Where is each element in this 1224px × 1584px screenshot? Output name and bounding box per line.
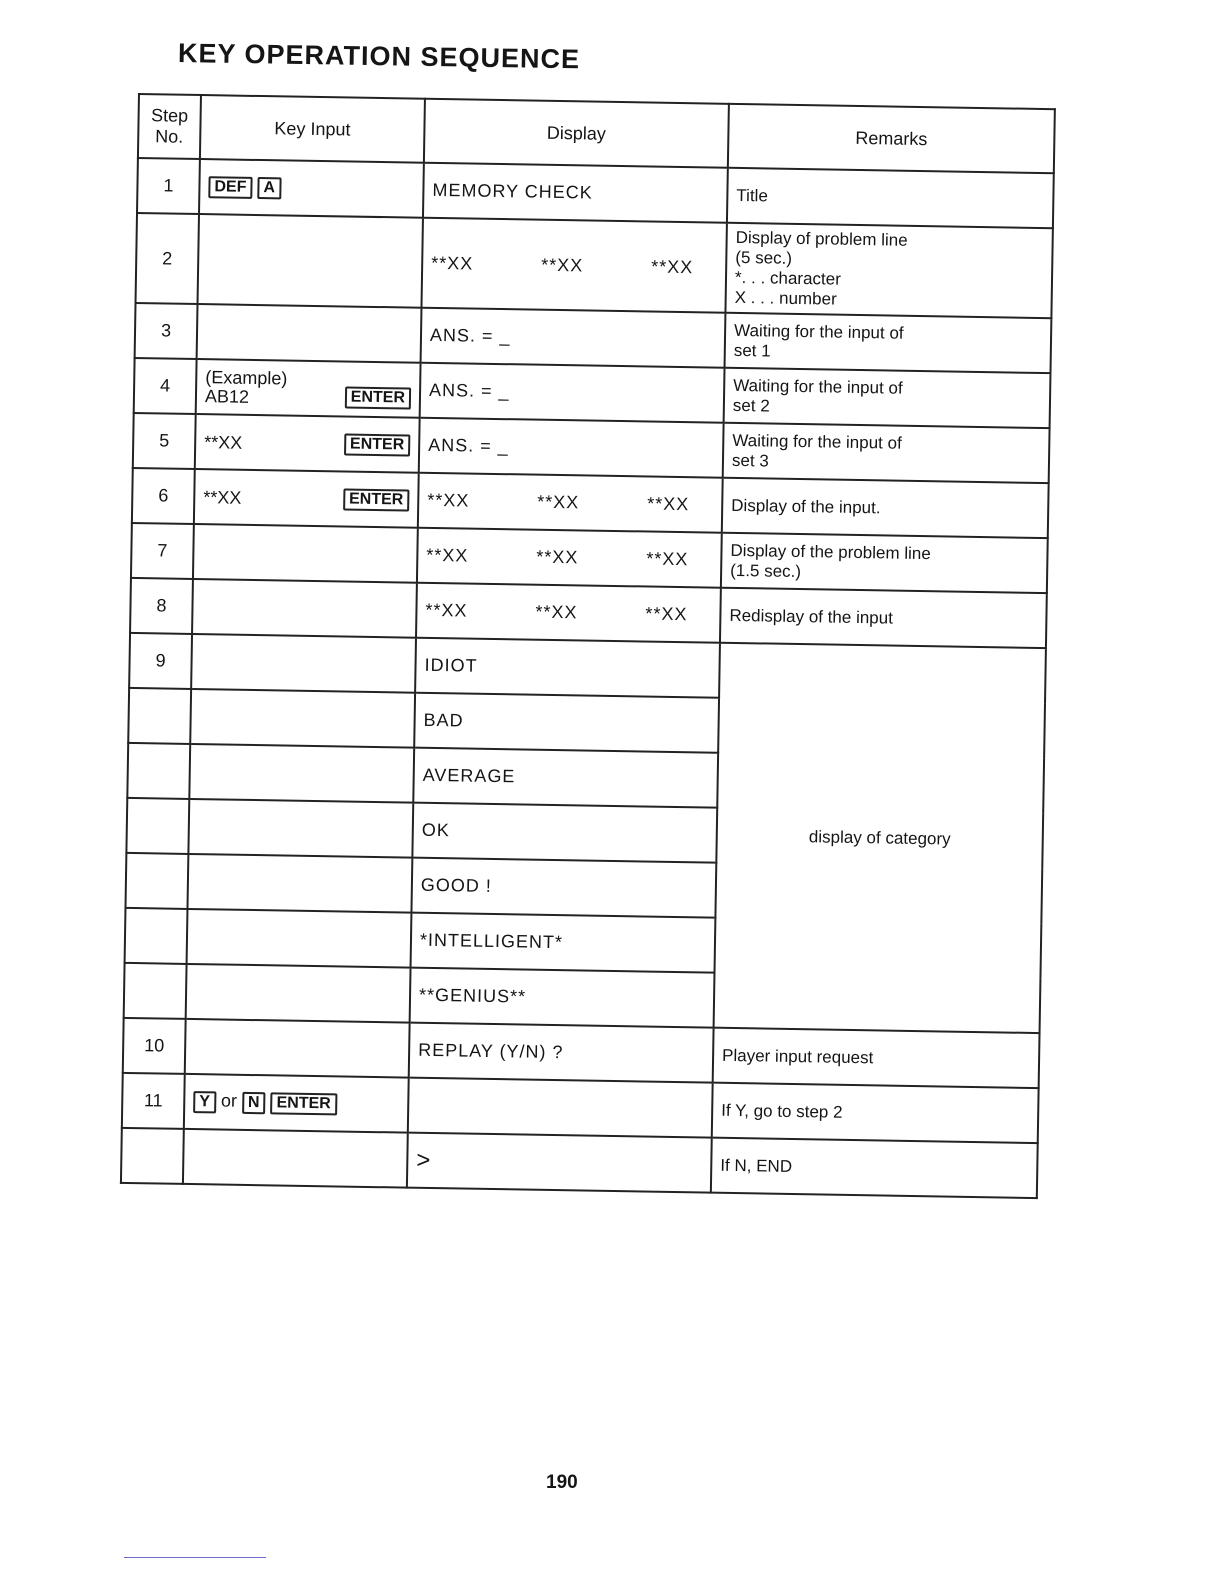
display-part: **XX xyxy=(651,256,694,277)
display-cell: IDIOT xyxy=(415,638,720,698)
page-title: KEY OPERATION SEQUENCE xyxy=(177,38,581,75)
remarks-cell xyxy=(723,423,1050,483)
step-number: 7 xyxy=(131,523,194,579)
def-key: DEF xyxy=(208,176,252,199)
or-label: or xyxy=(220,1090,238,1111)
key-input-cell xyxy=(185,1019,410,1078)
step-number xyxy=(124,963,187,1019)
remarks-cell xyxy=(721,533,1048,593)
step-number: 6 xyxy=(132,468,195,524)
display-cell: *INTELLIGENT* xyxy=(411,913,716,973)
key-input-cell xyxy=(198,214,423,308)
step-number: 2 xyxy=(136,213,199,304)
key-sequence-table xyxy=(120,93,1056,1199)
remarks-cell: Player input request xyxy=(713,1028,1040,1088)
step-number xyxy=(125,908,188,964)
display-cell: ANS. = _ xyxy=(420,363,725,423)
enter-key: ENTER xyxy=(344,433,411,456)
remark-line: (1.5 sec.) xyxy=(730,560,802,581)
key-input-cell xyxy=(195,414,420,473)
step-number xyxy=(128,688,191,744)
display-part: **XX xyxy=(645,603,688,625)
key-input-cell xyxy=(188,799,413,858)
step-number xyxy=(127,743,190,799)
display-part: **XX xyxy=(647,493,690,515)
key-input-cell xyxy=(186,964,411,1023)
step-number: 8 xyxy=(130,578,193,634)
remark-line: set 1 xyxy=(733,340,771,361)
key-input-cell xyxy=(191,634,416,693)
display-cell xyxy=(418,473,723,533)
display-part: **XX xyxy=(535,601,578,623)
step-number: 5 xyxy=(133,413,196,469)
remarks-cell: Redisplay of the input xyxy=(720,588,1047,648)
step-number xyxy=(126,798,189,854)
step-number: 3 xyxy=(135,303,198,359)
key-input-cell xyxy=(199,159,424,218)
key-input-cell xyxy=(194,469,419,528)
key-input-cell xyxy=(187,854,412,913)
prompt-cell: > xyxy=(407,1133,712,1193)
step-number: 9 xyxy=(129,633,192,689)
n-key: N xyxy=(242,1092,266,1114)
display-part: **XX xyxy=(431,252,474,274)
display-cell: GOOD ! xyxy=(411,858,716,918)
footer-rule xyxy=(124,1557,266,1558)
key-input-cell xyxy=(196,359,421,418)
display-cell xyxy=(417,528,722,588)
key-text: **XX xyxy=(204,431,243,453)
header-key-input: Key Input xyxy=(200,95,425,163)
display-cell: **GENIUS** xyxy=(410,968,715,1028)
display-part: **XX xyxy=(427,489,470,511)
remarks-cell xyxy=(725,223,1052,318)
display-cell xyxy=(421,218,726,313)
remark-line: Display of problem line xyxy=(735,227,908,250)
display-part: **XX xyxy=(536,546,579,568)
step-number: 1 xyxy=(137,158,200,214)
header-step: Step No. xyxy=(138,94,201,159)
category-remarks-cell: display of category xyxy=(714,643,1046,1033)
enter-key: ENTER xyxy=(345,386,412,409)
a-key: A xyxy=(257,177,281,199)
display-cell: BAD xyxy=(414,693,719,753)
page-number: 190 xyxy=(546,1472,578,1493)
key-input-cell xyxy=(190,689,415,748)
remarks-cell xyxy=(725,313,1052,373)
key-input-cell xyxy=(189,744,414,803)
key-text: **XX xyxy=(203,486,242,508)
display-cell: ANS. = _ xyxy=(419,418,724,478)
key-input-cell xyxy=(192,579,417,638)
display-cell: OK xyxy=(412,803,717,863)
key-input-cell xyxy=(197,304,422,363)
remark-line: (5 sec.) xyxy=(735,247,793,268)
remark-line: set 3 xyxy=(731,450,770,471)
display-part: **XX xyxy=(426,544,469,566)
header-remarks: Remarks xyxy=(728,104,1055,173)
remarks-cell xyxy=(724,368,1051,428)
remarks-cell: Display of the input. xyxy=(722,478,1049,538)
remark-line: Waiting for the input of xyxy=(733,375,903,398)
remark-line: set 2 xyxy=(732,395,770,416)
display-cell: REPLAY (Y/N) ? xyxy=(409,1023,714,1083)
step-number xyxy=(121,1128,184,1184)
display-cell xyxy=(408,1078,713,1138)
remarks-cell: If N, END xyxy=(711,1138,1038,1198)
display-part: **XX xyxy=(425,599,468,621)
display-cell: MEMORY CHECK xyxy=(423,163,728,223)
remark-line: Waiting for the input of xyxy=(732,430,902,453)
key-sequence-table-wrapper xyxy=(120,93,1056,1199)
y-key: Y xyxy=(193,1091,216,1113)
step-number xyxy=(125,853,188,909)
remark-line: Waiting for the input of xyxy=(733,320,904,343)
remark-line: *. . . character xyxy=(734,267,841,289)
table-row xyxy=(136,213,1053,318)
enter-key: ENTER xyxy=(343,488,410,511)
display-part: **XX xyxy=(646,548,689,570)
key-input-cell xyxy=(193,524,418,583)
display-cell: ANS. = _ xyxy=(421,308,726,368)
example-label: (Example) xyxy=(205,366,288,389)
display-cell: AVERAGE xyxy=(413,748,718,808)
header-display: Display xyxy=(424,99,729,168)
key-input-cell xyxy=(183,1129,408,1188)
step-number: 4 xyxy=(134,358,197,414)
display-part: **XX xyxy=(537,491,580,513)
key-input-cell xyxy=(184,1074,409,1133)
display-cell xyxy=(416,583,721,643)
example-value: AB12 xyxy=(204,385,250,407)
remark-line: X . . . number xyxy=(734,287,837,309)
remark-line: Display of the problem line xyxy=(730,540,931,563)
enter-key: ENTER xyxy=(270,1092,337,1115)
remarks-cell: Title xyxy=(727,168,1054,228)
remarks-cell: If Y, go to step 2 xyxy=(712,1083,1039,1143)
display-part: **XX xyxy=(541,254,584,275)
step-number: 10 xyxy=(123,1018,186,1074)
step-number: 11 xyxy=(122,1073,185,1129)
key-input-cell xyxy=(187,909,412,968)
